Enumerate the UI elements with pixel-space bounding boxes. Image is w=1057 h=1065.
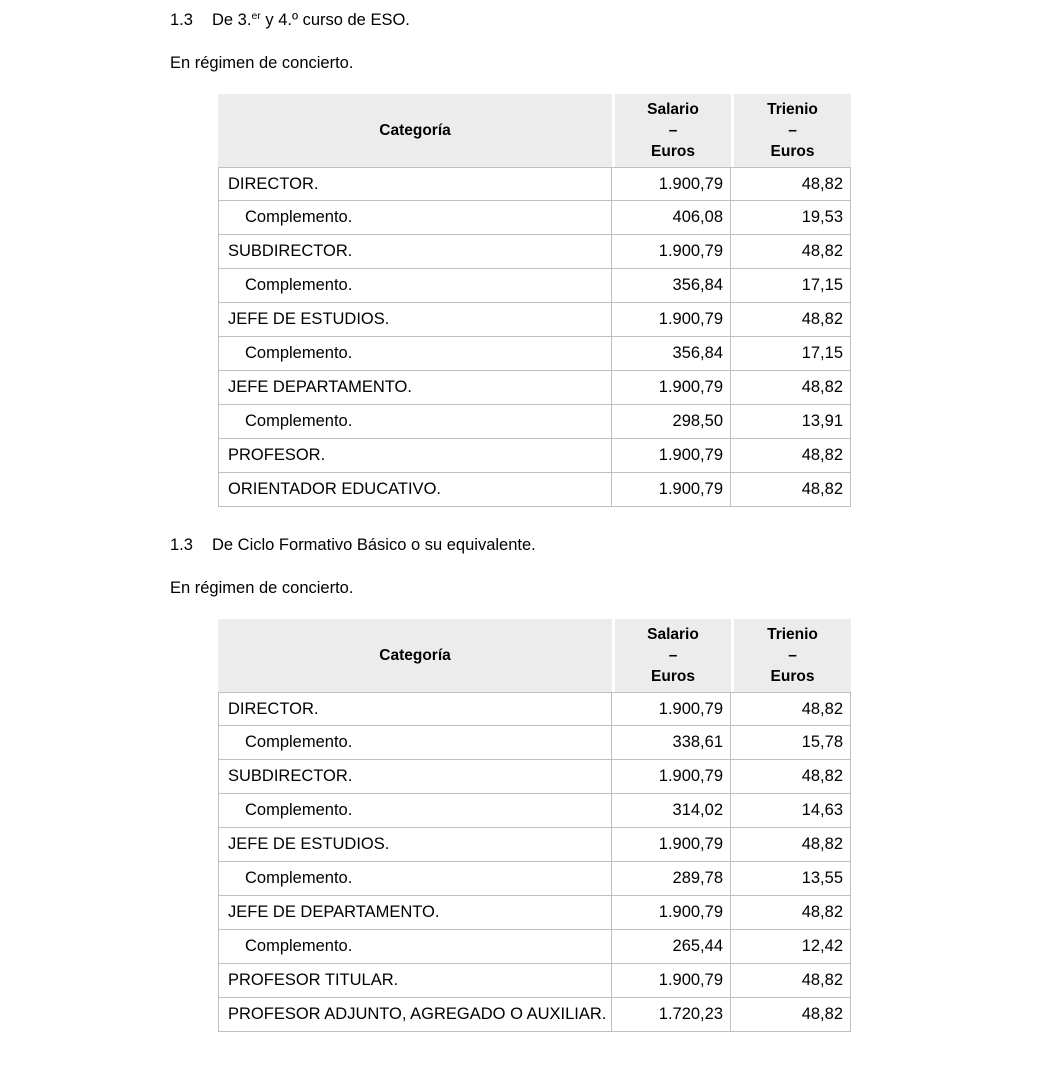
column-header-trienio: Trienio – Euros: [731, 619, 851, 692]
category-cell: Complemento.: [218, 794, 612, 828]
trienio-cell: 48,82: [731, 167, 851, 201]
table-header-row: [218, 619, 851, 692]
trienio-cell: 17,15: [731, 269, 851, 303]
salario-cell: 1.900,79: [612, 760, 731, 794]
salario-cell: 1.720,23: [612, 998, 731, 1032]
salario-cell: 1.900,79: [612, 167, 731, 201]
title-text: De 3.: [212, 11, 252, 29]
salario-cell: 298,50: [612, 405, 731, 439]
category-cell: Complemento.: [218, 337, 612, 371]
section-title: [212, 11, 410, 29]
section-subtitle: En régimen de concierto.: [170, 579, 354, 597]
category-cell: PROFESOR ADJUNTO, AGREGADO O AUXILIAR.: [218, 998, 612, 1032]
section-heading: [170, 535, 1057, 555]
category-cell: Complemento.: [218, 269, 612, 303]
trienio-cell: 48,82: [731, 371, 851, 405]
table-row: [218, 473, 851, 507]
column-header-trienio: Trienio – Euros: [731, 94, 851, 167]
trienio-cell: 48,82: [731, 439, 851, 473]
salario-cell: 1.900,79: [612, 692, 731, 726]
salary-table-eso: [218, 94, 851, 507]
salario-cell: 356,84: [612, 269, 731, 303]
section-number: 1.3: [170, 536, 193, 554]
table-row: [218, 964, 851, 998]
column-header-salario: Salario – Euros: [612, 94, 731, 167]
trienio-cell: 17,15: [731, 337, 851, 371]
table-row: [218, 726, 851, 760]
trienio-cell: 14,63: [731, 794, 851, 828]
trienio-cell: 13,91: [731, 405, 851, 439]
table-row: [218, 201, 851, 235]
salario-cell: 1.900,79: [612, 473, 731, 507]
table-row: [218, 371, 851, 405]
section-number: 1.3: [170, 11, 193, 29]
table-row: [218, 896, 851, 930]
category-cell: PROFESOR.: [218, 439, 612, 473]
salary-table-ciclo-formativo: [218, 619, 851, 1032]
trienio-cell: 13,55: [731, 862, 851, 896]
category-cell: Complemento.: [218, 862, 612, 896]
salario-cell: 265,44: [612, 930, 731, 964]
category-cell: ORIENTADOR EDUCATIVO.: [218, 473, 612, 507]
category-cell: JEFE DE ESTUDIOS.: [218, 303, 612, 337]
column-header-salario: Salario – Euros: [612, 619, 731, 692]
table-row: [218, 998, 851, 1032]
trienio-cell: 48,82: [731, 964, 851, 998]
trienio-cell: 12,42: [731, 930, 851, 964]
table-body: [218, 692, 851, 1032]
category-cell: DIRECTOR.: [218, 692, 612, 726]
trienio-cell: 48,82: [731, 303, 851, 337]
trienio-cell: 48,82: [731, 828, 851, 862]
trienio-cell: 48,82: [731, 692, 851, 726]
salario-cell: 1.900,79: [612, 896, 731, 930]
trienio-cell: 48,82: [731, 760, 851, 794]
category-cell: JEFE DE ESTUDIOS.: [218, 828, 612, 862]
table-row: [218, 269, 851, 303]
trienio-cell: 15,78: [731, 726, 851, 760]
table-row: [218, 303, 851, 337]
superscript-text: er: [251, 10, 261, 22]
category-cell: PROFESOR TITULAR.: [218, 964, 612, 998]
salario-cell: 289,78: [612, 862, 731, 896]
salario-cell: 338,61: [612, 726, 731, 760]
title-text: y 4.º curso de ESO.: [260, 11, 410, 29]
table-row: [218, 337, 851, 371]
section-subtitle: En régimen de concierto.: [170, 54, 354, 72]
salario-cell: 1.900,79: [612, 828, 731, 862]
category-cell: Complemento.: [218, 930, 612, 964]
column-header-categoria: Categoría: [218, 94, 612, 167]
salario-cell: 314,02: [612, 794, 731, 828]
table-row: [218, 828, 851, 862]
salario-cell: 1.900,79: [612, 303, 731, 337]
title-text: De Ciclo Formativo Básico o su equivalente.: [212, 536, 536, 554]
trienio-cell: 19,53: [731, 201, 851, 235]
category-cell: Complemento.: [218, 405, 612, 439]
salario-cell: 1.900,79: [612, 235, 731, 269]
table-row: [218, 794, 851, 828]
table-row: [218, 167, 851, 201]
section-title: [212, 536, 536, 554]
trienio-cell: 48,82: [731, 998, 851, 1032]
salario-cell: 356,84: [612, 337, 731, 371]
section-heading: [170, 10, 1057, 30]
category-cell: JEFE DEPARTAMENTO.: [218, 371, 612, 405]
table-row: [218, 930, 851, 964]
column-header-categoria: Categoría: [218, 619, 612, 692]
section-ciclo-formativo: [170, 535, 1057, 1032]
category-cell: DIRECTOR.: [218, 167, 612, 201]
table-row: [218, 439, 851, 473]
table-row: [218, 405, 851, 439]
category-cell: Complemento.: [218, 726, 612, 760]
category-cell: SUBDIRECTOR.: [218, 235, 612, 269]
table-header-row: [218, 94, 851, 167]
category-cell: Complemento.: [218, 201, 612, 235]
salario-cell: 1.900,79: [612, 439, 731, 473]
table-row: [218, 862, 851, 896]
trienio-cell: 48,82: [731, 235, 851, 269]
trienio-cell: 48,82: [731, 896, 851, 930]
category-cell: JEFE DE DEPARTAMENTO.: [218, 896, 612, 930]
table-row: [218, 235, 851, 269]
salario-cell: 1.900,79: [612, 371, 731, 405]
salario-cell: 406,08: [612, 201, 731, 235]
section-eso: [170, 10, 1057, 507]
table-body: [218, 167, 851, 507]
trienio-cell: 48,82: [731, 473, 851, 507]
table-row: [218, 760, 851, 794]
category-cell: SUBDIRECTOR.: [218, 760, 612, 794]
salario-cell: 1.900,79: [612, 964, 731, 998]
table-row: [218, 692, 851, 726]
